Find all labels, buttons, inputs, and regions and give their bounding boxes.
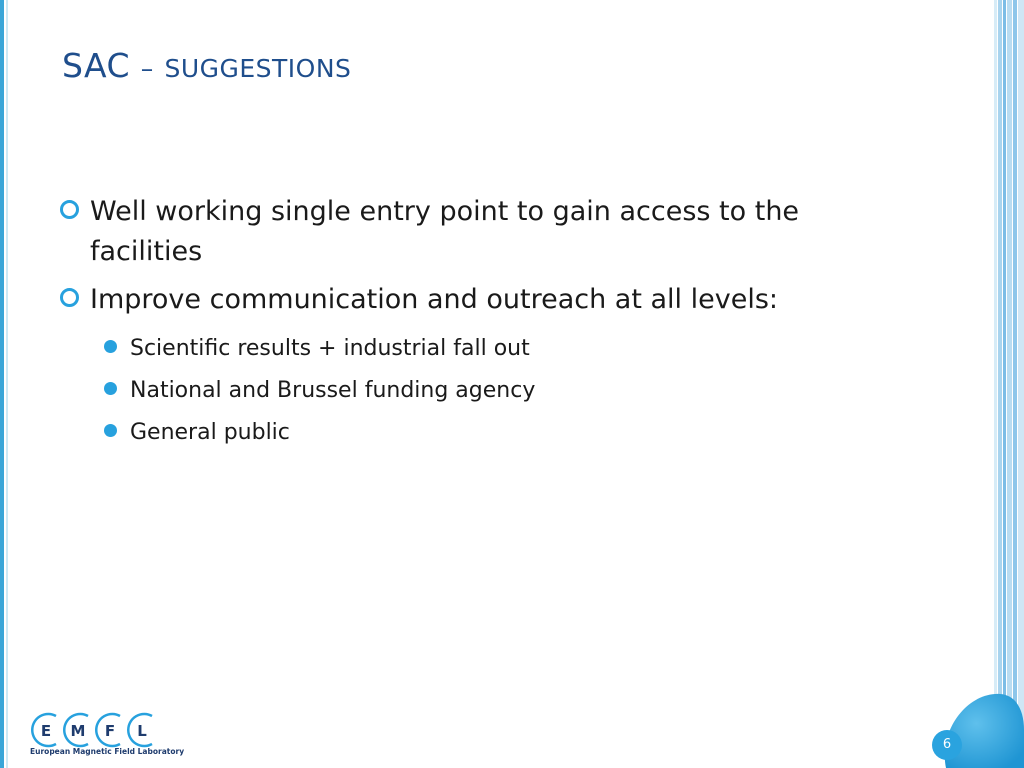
logo-letter-m: M — [70, 722, 86, 740]
ring-bullet-icon — [60, 200, 79, 219]
dot-bullet-icon — [104, 340, 117, 353]
page-number: 6 — [932, 730, 962, 760]
logo-letter-e: E — [40, 722, 52, 740]
sub-bullet-item — [60, 328, 860, 370]
sub-bullet-text: Scientific results + industrial fall out — [130, 336, 530, 361]
sub-bullet-item — [60, 370, 860, 412]
sub-bullet-text: National and Brussel funding agency — [130, 378, 536, 403]
right-decorative-stripes — [994, 0, 1024, 768]
title-main: SAC — [62, 46, 131, 85]
logo-caption: European Magnetic Field Laboratory — [30, 747, 185, 756]
bullet-item — [60, 192, 860, 272]
dot-bullet-icon — [104, 424, 117, 437]
ring-bullet-icon — [60, 288, 79, 307]
bullet-list — [60, 192, 860, 454]
left-accent-bar — [0, 0, 4, 768]
bullet-item — [60, 280, 860, 320]
dot-bullet-icon — [104, 382, 117, 395]
left-accent-line — [6, 0, 8, 768]
bullet-text: Improve communication and outreach at all levels: — [90, 284, 778, 315]
bullet-text-line2: facilities — [90, 236, 203, 267]
bullet-text-line1: Well working single entry point to gain access to the — [90, 196, 800, 227]
title-sub: SUGGESTIONS — [164, 54, 352, 83]
sub-bullet-item — [60, 412, 860, 454]
logo-letter-f: F — [104, 722, 116, 740]
slide-title — [62, 46, 351, 85]
sub-bullet-text: General public — [130, 420, 290, 445]
logo-letter-l: L — [137, 722, 147, 740]
title-separator: – — [140, 54, 154, 83]
